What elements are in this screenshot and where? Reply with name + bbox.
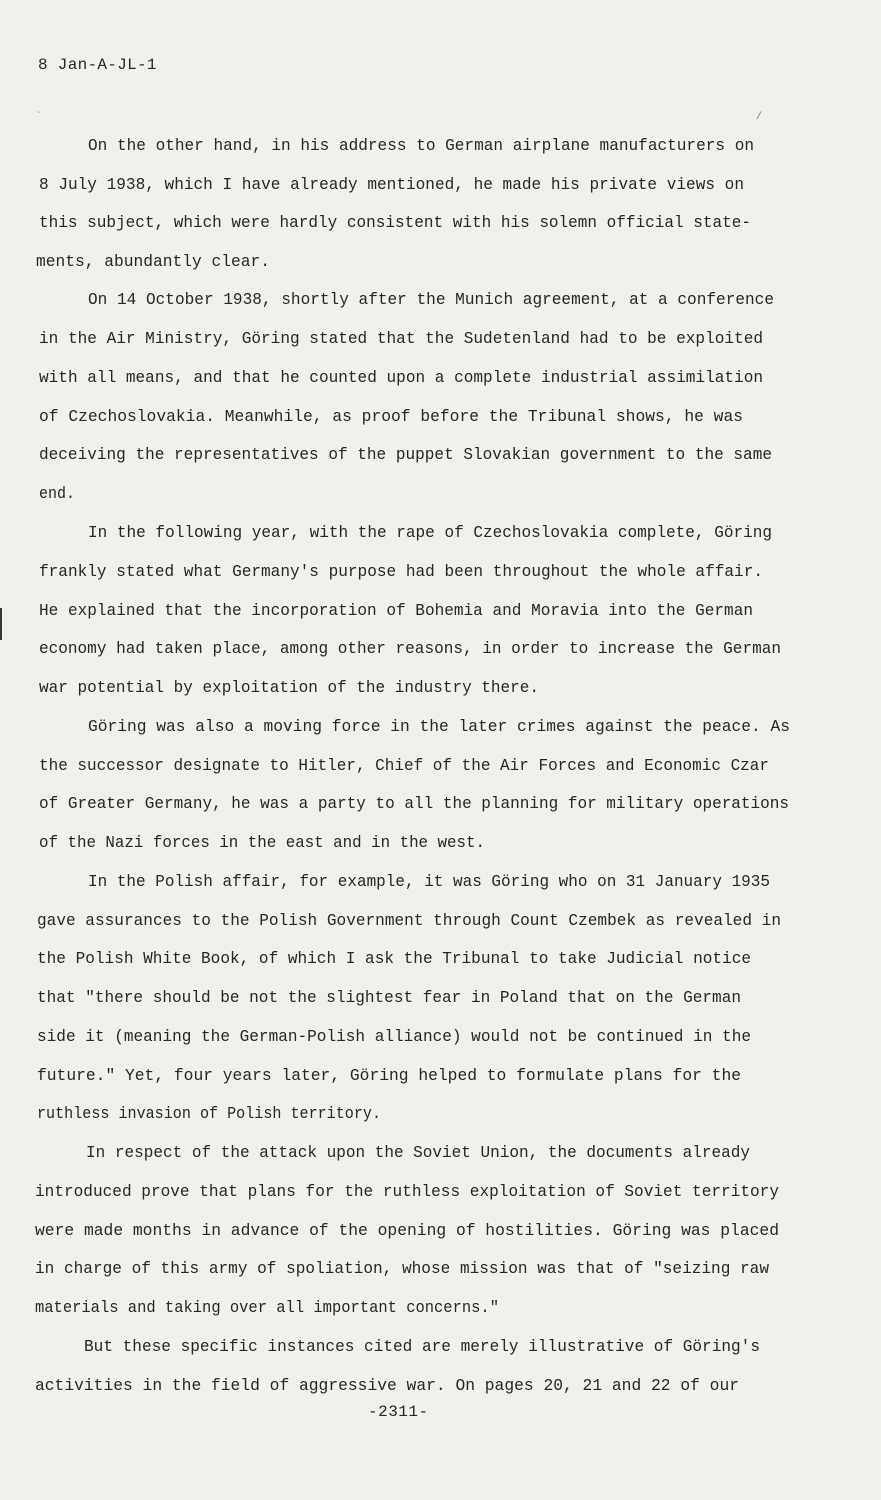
text-line: gave assurances to the Polish Government through Count Czembek as revealed in — [37, 911, 781, 930]
text-line: the Polish White Book, of which I ask the Tribunal to take Judicial notice — [37, 949, 751, 968]
text-line: were made months in advance of the opening of hostilities. Göring was placed — [35, 1221, 779, 1240]
stray-mark: ˋ — [36, 112, 43, 123]
text-line: this subject, which were hardly consistent with his solemn official state- — [39, 213, 751, 232]
text-line: ments, abundantly clear. — [36, 252, 270, 271]
text-line: end. — [39, 484, 75, 503]
text-line: frankly stated what Germany's purpose had been throughout the whole affair. — [39, 562, 763, 581]
text-line: of Greater Germany, he was a party to all the planning for military operations — [39, 794, 789, 813]
text-line: side it (meaning the German-Polish alliance) would not be continued in the — [37, 1027, 751, 1046]
page-header: 8 Jan-A-JL-1 — [38, 56, 157, 74]
text-line: He explained that the incorporation of Bohemia and Moravia into the German — [39, 601, 753, 620]
text-line: ruthless invasion of Polish territory. — [37, 1104, 381, 1123]
text-line: On the other hand, in his address to German airplane manufacturers on — [88, 136, 754, 155]
text-line: Göring was also a moving force in the later crimes against the peace. As — [88, 717, 790, 736]
text-line: activities in the field of aggressive war. On pages 20, 21 and 22 of our — [35, 1376, 739, 1395]
text-line: of the Nazi forces in the east and in the west. — [39, 833, 485, 852]
text-line: of Czechoslovakia. Meanwhile, as proof before the Tribunal shows, he was — [39, 407, 743, 426]
text-line: the successor designate to Hitler, Chief of the Air Forces and Economic Czar — [39, 756, 769, 775]
text-line: future." Yet, four years later, Göring helped to formulate plans for the — [37, 1066, 741, 1085]
text-line: In the Polish affair, for example, it was Göring who on 31 January 1935 — [88, 872, 770, 891]
text-line: In the following year, with the rape of Czechoslovakia complete, Göring — [88, 523, 772, 542]
text-line: with all means, and that he counted upon a complete industrial assimilation — [39, 368, 763, 387]
text-line: economy had taken place, among other reasons, in order to increase the German — [39, 639, 781, 658]
text-line: that "there should be not the slightest fear in Poland that on the German — [37, 988, 741, 1007]
stray-mark: / — [756, 112, 763, 123]
text-line: On 14 October 1938, shortly after the Munich agreement, at a conference — [88, 290, 774, 309]
text-line: deceiving the representatives of the puppet Slovakian government to the same — [39, 445, 772, 464]
text-line: war potential by exploitation of the industry there. — [39, 678, 539, 697]
text-line: in charge of this army of spoliation, whose mission was that of "seizing raw — [35, 1259, 769, 1278]
text-line: In respect of the attack upon the Soviet Union, the documents already — [86, 1143, 750, 1162]
page-number: -2311- — [368, 1403, 429, 1421]
text-line: introduced prove that plans for the ruthless exploitation of Soviet territory — [35, 1182, 779, 1201]
margin-mark — [0, 608, 2, 640]
text-line: materials and taking over all important concerns." — [35, 1298, 499, 1317]
text-line: in the Air Ministry, Göring stated that the Sudetenland had to be exploited — [39, 329, 763, 348]
text-line: 8 July 1938, which I have already mentioned, he made his private views on — [39, 175, 744, 194]
text-line: But these specific instances cited are merely illustrative of Göring's — [84, 1337, 760, 1356]
